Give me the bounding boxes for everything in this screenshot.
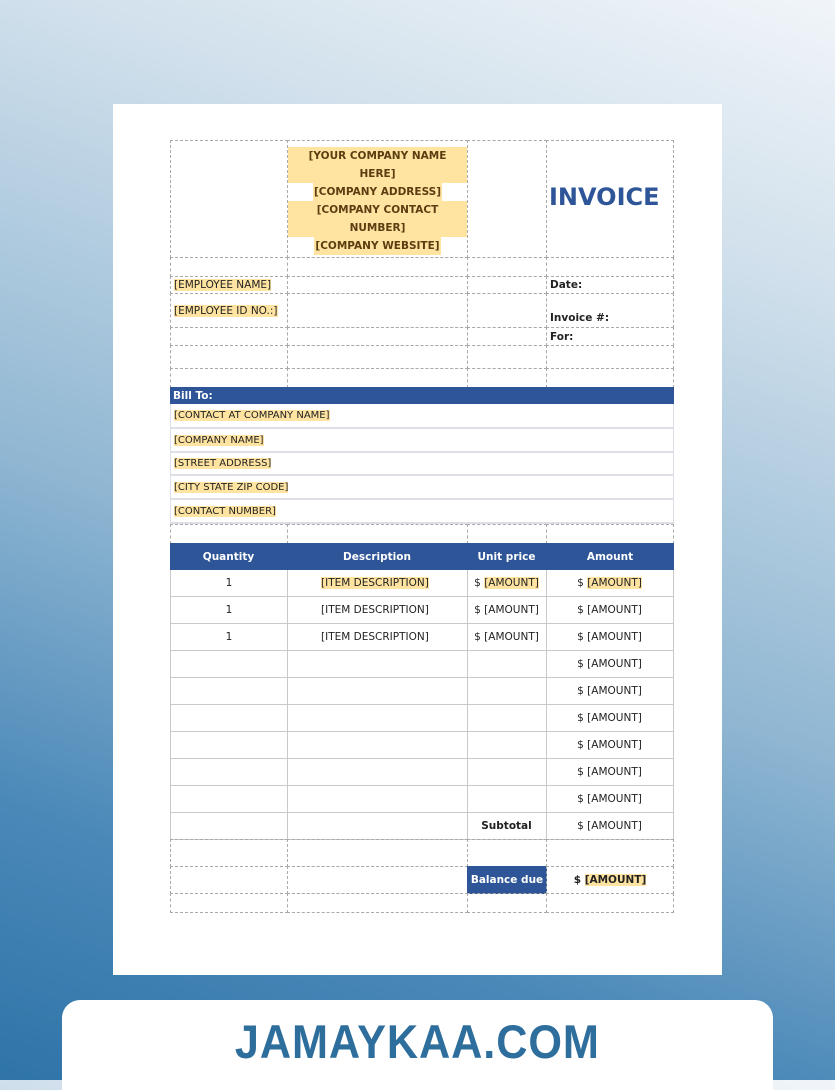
items-header-row [170, 543, 674, 570]
item-unit-price-cell [467, 570, 547, 597]
item-amount: $ [AMOUNT] [577, 658, 642, 670]
empty-cell [170, 257, 288, 277]
item-row [170, 705, 674, 732]
empty-cell [467, 276, 547, 294]
bill-to-cell [171, 476, 675, 498]
employee-id-cell [170, 293, 288, 328]
bill-to-street: [STREET ADDRESS] [174, 458, 272, 469]
item-quantity-cell [170, 624, 288, 651]
amount-placeholder: [AMOUNT] [484, 577, 539, 589]
bill-to-line [170, 429, 674, 453]
column-header-amount: Amount [546, 543, 674, 570]
item-row [170, 570, 674, 597]
item-unit-price-cell [467, 624, 547, 651]
empty-cell [170, 327, 288, 346]
item-row [170, 597, 674, 624]
item-unit-price-cell [467, 597, 547, 624]
item-amount-cell [546, 678, 674, 705]
balance-due-value: [AMOUNT] [584, 874, 647, 886]
item-description-cell [287, 678, 468, 705]
bill-to-line [170, 476, 674, 500]
employee-name-cell [170, 276, 288, 294]
item-unit-price-cell [467, 705, 547, 732]
bill-to-cell [171, 404, 675, 427]
company-address: [COMPANY ADDRESS] [313, 183, 442, 201]
item-description-cell [287, 732, 468, 759]
empty-cell [170, 345, 288, 369]
item-amount-cell [546, 759, 674, 786]
item-amount-cell [546, 597, 674, 624]
column-header-description: Description [287, 543, 468, 570]
item-amount-cell [546, 624, 674, 651]
for-row [170, 327, 674, 346]
invoice-number-label: Invoice #: [546, 293, 674, 328]
empty-cell [287, 893, 468, 913]
item-description-cell [287, 570, 468, 597]
subtotal-row [170, 813, 674, 840]
item-description-cell [287, 624, 468, 651]
balance-due-label: Balance due [467, 866, 547, 894]
bill-to-cell [171, 500, 675, 522]
item-description-cell [287, 597, 468, 624]
footer-banner [62, 1000, 773, 1090]
company-contact: [COMPANY CONTACT NUMBER] [288, 201, 467, 237]
item-unit-price-cell [467, 786, 547, 813]
empty-cell [467, 368, 547, 388]
item-quantity-cell [170, 651, 288, 678]
invoice-page [113, 104, 722, 975]
empty-cell [170, 866, 288, 894]
item-quantity: 1 [225, 604, 233, 616]
column-header-quantity: Quantity [170, 543, 288, 570]
item-description-cell [287, 651, 468, 678]
item-description: [ITEM DESCRIPTION] [321, 604, 429, 616]
date-label: Date: [546, 276, 674, 294]
currency-symbol: $ [474, 577, 485, 589]
empty-cell [467, 839, 547, 867]
balance-row [170, 866, 674, 894]
empty-cell [546, 345, 674, 369]
bill-to-phone: [CONTACT NUMBER] [174, 505, 276, 517]
invoice-title: INVOICE [546, 140, 674, 258]
empty-cell [546, 368, 674, 388]
empty-cell [467, 327, 547, 346]
item-unit-price-cell [467, 678, 547, 705]
bill-to-line [170, 453, 674, 476]
spacer-row [170, 257, 674, 277]
item-quantity-cell [170, 759, 288, 786]
item-amount [577, 577, 642, 589]
empty-cell [287, 866, 468, 894]
item-amount: $ [AMOUNT] [577, 631, 642, 643]
item-amount: $ [AMOUNT] [577, 766, 642, 778]
empty-cell [287, 368, 468, 388]
company-name: [YOUR COMPANY NAME HERE] [288, 147, 467, 183]
empty-cell [467, 524, 547, 544]
bill-to-cell [171, 453, 675, 474]
item-row [170, 678, 674, 705]
item-quantity-cell [170, 732, 288, 759]
bill-to-city: [CITY STATE ZIP CODE] [174, 481, 289, 493]
bill-to-heading: Bill To: [170, 387, 674, 404]
empty-cell [287, 293, 468, 328]
spacer-row [170, 839, 674, 867]
empty-cell [287, 257, 468, 277]
for-label: For: [546, 327, 674, 346]
spacer-row [170, 368, 674, 388]
empty-cell [467, 893, 547, 913]
item-row [170, 786, 674, 813]
item-quantity-cell [170, 597, 288, 624]
header-row [170, 140, 674, 258]
item-unit-price-cell [467, 651, 547, 678]
item-unit-price-cell [467, 759, 547, 786]
item-description: [ITEM DESCRIPTION] [321, 631, 429, 643]
employee-id: [EMPLOYEE ID NO.:] [174, 304, 278, 317]
item-description-cell [287, 786, 468, 813]
bill-to-contact: [CONTACT AT COMPANY NAME] [174, 410, 330, 421]
empty-cell [467, 257, 547, 277]
subtotal-value: $ [AMOUNT] [546, 813, 674, 840]
employee-name: [EMPLOYEE NAME] [174, 279, 272, 291]
item-amount: $ [AMOUNT] [577, 712, 642, 724]
empty-cell [170, 839, 288, 867]
item-row [170, 732, 674, 759]
employee-id-row [170, 293, 674, 328]
empty-cell [546, 839, 674, 867]
item-amount-cell [546, 651, 674, 678]
item-unit-price-cell [467, 732, 547, 759]
empty-cell [546, 893, 674, 913]
empty-cell [287, 327, 468, 346]
empty-cell [287, 345, 468, 369]
item-amount: $ [AMOUNT] [577, 793, 642, 805]
company-info [287, 140, 468, 258]
item-description-cell [287, 705, 468, 732]
empty-cell [287, 813, 468, 840]
item-quantity-cell [170, 570, 288, 597]
employee-name-row [170, 276, 674, 294]
empty-cell [170, 524, 288, 544]
item-amount: $ [AMOUNT] [577, 604, 642, 616]
item-quantity-cell [170, 786, 288, 813]
empty-cell [287, 276, 468, 294]
empty-cell [287, 524, 468, 544]
item-amount-cell [546, 732, 674, 759]
empty-cell [170, 893, 288, 913]
item-unit-price: $ [AMOUNT] [474, 631, 539, 643]
subtotal-label: Subtotal [467, 813, 547, 840]
item-row [170, 651, 674, 678]
item-unit-price: $ [AMOUNT] [474, 604, 539, 616]
item-row [170, 759, 674, 786]
empty-cell [467, 345, 547, 369]
item-unit-price [474, 577, 539, 589]
item-quantity-cell [170, 678, 288, 705]
spacer-row [170, 893, 674, 913]
empty-cell [546, 257, 674, 277]
empty-cell [170, 368, 288, 388]
logo-cell [170, 140, 288, 258]
balance-currency: $ [573, 874, 582, 886]
item-amount-cell [546, 705, 674, 732]
empty-cell [467, 140, 547, 258]
amount-placeholder: [AMOUNT] [587, 577, 642, 589]
balance-due-cell [546, 866, 674, 894]
spacer-row [170, 345, 674, 369]
empty-cell [170, 813, 288, 840]
item-row [170, 624, 674, 651]
company-website: [COMPANY WEBSITE] [314, 237, 440, 255]
bill-to-cell [171, 429, 675, 451]
empty-cell [287, 839, 468, 867]
bill-to-company: [COMPANY NAME] [174, 434, 264, 446]
item-quantity: 1 [225, 577, 233, 589]
item-amount: $ [AMOUNT] [577, 739, 642, 751]
item-description-cell [287, 759, 468, 786]
empty-cell [546, 524, 674, 544]
item-quantity: 1 [225, 631, 233, 643]
item-amount-cell [546, 786, 674, 813]
item-amount-cell [546, 570, 674, 597]
spacer-row [170, 524, 674, 544]
item-description: [ITEM DESCRIPTION] [321, 577, 429, 589]
item-amount: $ [AMOUNT] [577, 685, 642, 697]
site-brand: JAMAYKAA.COM [234, 1015, 601, 1068]
item-quantity-cell [170, 705, 288, 732]
empty-cell [467, 293, 547, 328]
bill-to-header [170, 387, 674, 404]
currency-symbol: $ [577, 577, 588, 589]
bill-to-line [170, 500, 674, 524]
column-header-unit-price: Unit price [467, 543, 547, 570]
bill-to-line [170, 404, 674, 429]
